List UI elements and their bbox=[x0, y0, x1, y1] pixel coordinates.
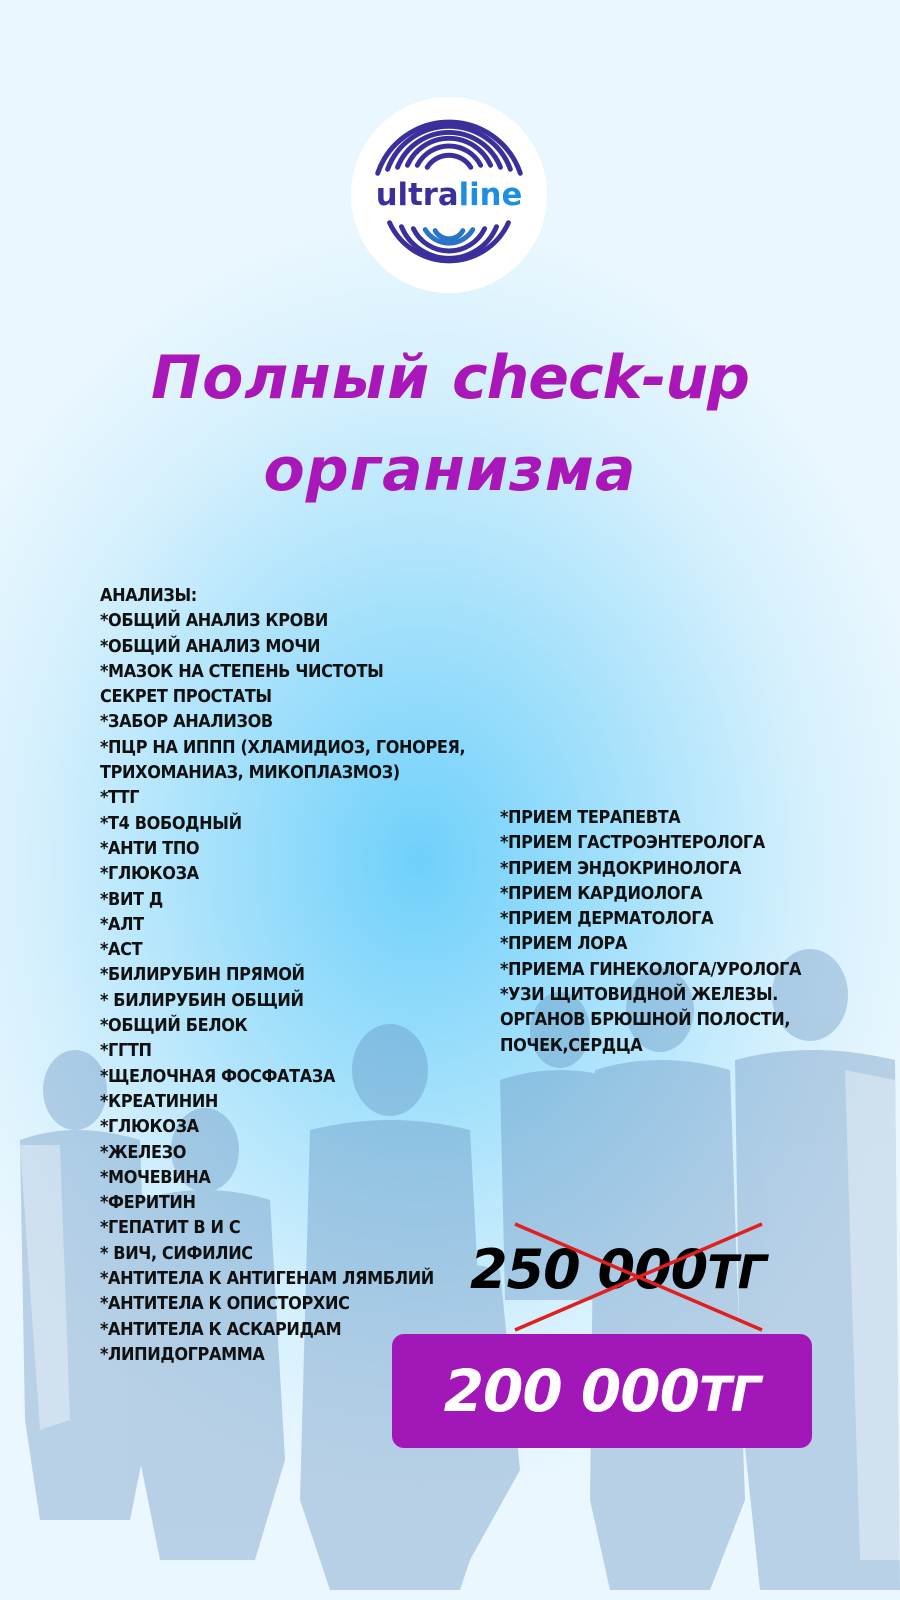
analysis-item: *МАЗОК НА СТЕПЕНЬ ЧИСТОТЫ bbox=[100, 661, 384, 682]
analysis-item: *АЛТ bbox=[100, 914, 144, 935]
analysis-item: *АНТИТЕЛА К ОПИСТОРХИС bbox=[100, 1294, 350, 1315]
service-item: *УЗИ ЩИТОВИДНОЙ ЖЕЛЕЗЫ. bbox=[500, 985, 779, 1006]
analysis-item: * ВИЧ, СИФИЛИС bbox=[100, 1243, 253, 1264]
service-item: *ПРИЕМА ГИНЕКОЛОГА/УРОЛОГА bbox=[500, 959, 802, 980]
service-item: *ПРИЕМ ДЕРМАТОЛОГА bbox=[500, 909, 714, 930]
analysis-item: *БИЛИРУБИН ПРЯМОЙ bbox=[100, 965, 305, 986]
analysis-item: *АНТИТЕЛА К АСКАРИДАМ bbox=[100, 1319, 342, 1340]
service-item: ПОЧЕК,СЕРДЦА bbox=[500, 1035, 643, 1056]
analysis-item: СЕКРЕТ ПРОСТАТЫ bbox=[100, 687, 272, 708]
analysis-item: *ЛИПИДОГРАММА bbox=[100, 1344, 265, 1365]
headline-checkup: check-up bbox=[452, 343, 750, 413]
analysis-item: *ФЕРИТИН bbox=[100, 1193, 196, 1214]
service-item: ОРГАНОВ БРЮШНОЙ ПОЛОСТИ, bbox=[500, 1010, 791, 1031]
new-price-currency: ТГ bbox=[699, 1367, 761, 1423]
analysis-item: *ВИТ Д bbox=[100, 889, 163, 910]
analysis-item: АНАЛИЗЫ: bbox=[100, 586, 197, 606]
headline-regular: Полный bbox=[150, 343, 452, 413]
old-price-amount: 250 000 bbox=[470, 1238, 708, 1301]
strikethrough-cross bbox=[500, 1218, 770, 1336]
new-price-amount: 200 000 bbox=[443, 1357, 699, 1425]
analysis-item: *ГГТП bbox=[100, 1041, 152, 1062]
logo-text-light: line bbox=[458, 177, 523, 213]
analysis-item: *ЗАБОР АНАЛИЗОВ bbox=[100, 712, 273, 733]
analysis-item: *АСТ bbox=[100, 940, 143, 961]
new-price-text bbox=[444, 1357, 761, 1425]
analysis-item: *ТТГ bbox=[100, 788, 140, 809]
analysis-item: *АНТИТЕЛА К АНТИГЕНАМ ЛЯМБЛИЙ bbox=[100, 1269, 434, 1290]
analysis-item: *ОБЩИЙ БЕЛОК bbox=[100, 1016, 248, 1037]
service-item: *ПРИЕМ ЛОРА bbox=[500, 934, 628, 955]
analysis-item: *ГЕПАТИТ В И С bbox=[100, 1218, 241, 1239]
old-price-currency: ТГ bbox=[707, 1245, 766, 1299]
analysis-item: *ПЦР НА ИППП (ХЛАМИДИОЗ, ГОНОРЕЯ, bbox=[100, 737, 466, 758]
analysis-item: *ЖЕЛЕЗО bbox=[100, 1142, 187, 1163]
analyses-list bbox=[100, 584, 497, 1368]
new-price-box bbox=[392, 1334, 812, 1448]
analysis-item: *КРЕАТИНИН bbox=[100, 1091, 219, 1112]
analysis-item: *ГЛЮКОЗА bbox=[100, 1117, 199, 1138]
analysis-item: ТРИХОМАНИАЗ, МИКОПЛАЗМОЗ) bbox=[100, 763, 400, 784]
ultraline-logo bbox=[350, 96, 548, 294]
analysis-item: *МОЧЕВИНА bbox=[100, 1167, 211, 1188]
service-item: *ПРИЕМ КАРДИОЛОГА bbox=[500, 883, 703, 904]
old-price bbox=[470, 1218, 880, 1336]
service-item: *ПРИЕМ ТЕРАПЕВТА bbox=[500, 808, 681, 828]
service-item: *ПРИЕМ ЭНДОКРИНОЛОГА bbox=[500, 858, 742, 879]
analysis-item: *ЩЕЛОЧНАЯ ФОСФАТАЗА bbox=[100, 1066, 336, 1087]
analysis-item: *АНТИ ТПО bbox=[100, 838, 200, 859]
headline-line-2: организма bbox=[263, 435, 637, 505]
analysis-item: *ГЛЮКОЗА bbox=[100, 864, 199, 885]
services-list bbox=[500, 806, 827, 1059]
service-item: *ПРИЕМ ГАСТРОЭНТЕРОЛОГА bbox=[500, 833, 765, 854]
headline-line-1 bbox=[0, 332, 900, 424]
analysis-item: *ОБЩИЙ АНАЛИЗ КРОВИ bbox=[100, 611, 328, 632]
svg-text:ultraline bbox=[376, 178, 523, 213]
analysis-item: *Т4 ВОБОДНЫЙ bbox=[100, 813, 242, 834]
analysis-item: *ОБЩИЙ АНАЛИЗ МОЧИ bbox=[100, 636, 321, 657]
logo-text-dark: ultra bbox=[375, 177, 459, 213]
analysis-item: * БИЛИРУБИН ОБЩИЙ bbox=[100, 990, 304, 1011]
headline bbox=[0, 332, 900, 516]
